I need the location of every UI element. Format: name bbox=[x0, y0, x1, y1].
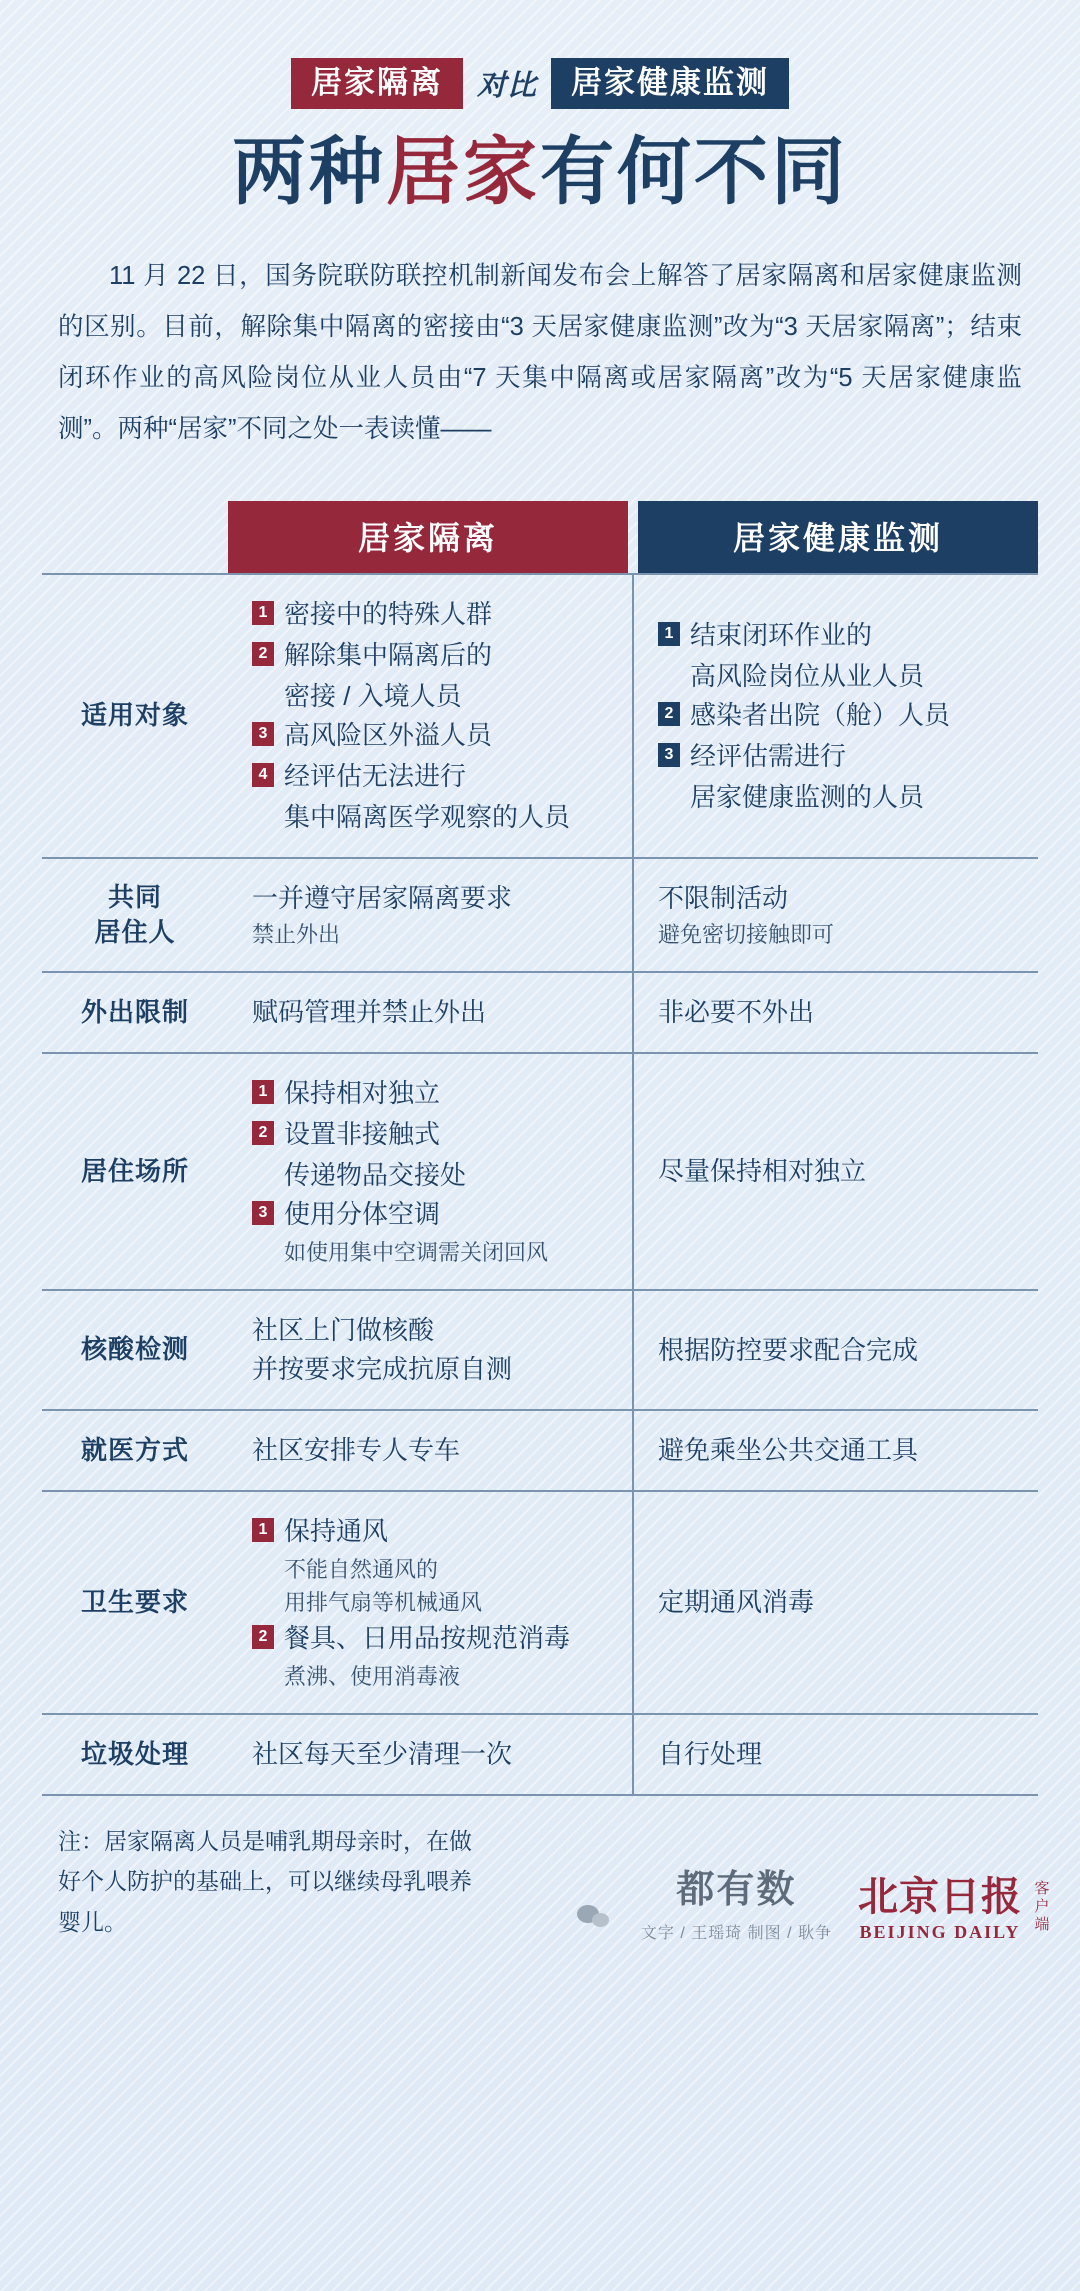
item-text: 保持相对独立 bbox=[284, 1078, 441, 1108]
list-item bbox=[658, 616, 1024, 655]
item-number: 2 bbox=[252, 1625, 274, 1649]
column-header-left: 居家隔离 bbox=[228, 501, 628, 573]
item-text-cont: 传递物品交接处 bbox=[284, 1160, 467, 1190]
table-row bbox=[42, 1492, 1038, 1715]
row-label-line2: 居住人 bbox=[94, 917, 176, 947]
tag-home-health-monitoring: 居家健康监测 bbox=[551, 58, 789, 109]
row-label: 外出限制 bbox=[80, 996, 189, 1027]
cell-main-text: 一并遵守居家隔离要求 bbox=[252, 883, 513, 913]
cell-main-text: 尽量保持相对独立 bbox=[658, 1156, 867, 1186]
table-rows bbox=[42, 573, 1038, 1796]
item-text-cont: 居家健康监测的人员 bbox=[690, 781, 925, 812]
cell-main-text-2: 并按要求完成抗原自测 bbox=[252, 1354, 513, 1384]
cell-sub-text: 如使用集中空调需关闭回风 bbox=[284, 1240, 549, 1265]
brand-name-cn: 北京日报 bbox=[858, 1873, 1022, 1919]
row-cell-left bbox=[228, 575, 634, 857]
item-text: 解除集中隔离后的 bbox=[284, 640, 493, 670]
row-cell-right bbox=[634, 575, 1038, 857]
list-item bbox=[252, 636, 618, 675]
item-number: 1 bbox=[252, 1518, 274, 1542]
item-number: 1 bbox=[252, 1080, 274, 1104]
cell-main-text: 非必要不外出 bbox=[658, 997, 815, 1027]
item-number: 3 bbox=[252, 722, 274, 746]
title-part2: 有何不同 bbox=[540, 130, 848, 213]
comparison-table bbox=[42, 501, 1038, 1796]
item-text: 经评估需进行 bbox=[690, 740, 847, 771]
list-item bbox=[252, 1074, 618, 1113]
brand-suffix: 客户端 bbox=[1034, 1879, 1050, 1933]
row-cell-right bbox=[634, 1411, 1038, 1490]
row-label: 适用对象 bbox=[80, 700, 189, 731]
cell-main-text: 社区每天至少清理一次 bbox=[252, 1739, 513, 1769]
column-header-right: 居家健康监测 bbox=[638, 501, 1038, 573]
cell-main-text: 定期通风消毒 bbox=[658, 1587, 815, 1617]
row-label: 就医方式 bbox=[80, 1434, 189, 1465]
list-item bbox=[658, 737, 1024, 776]
item-text: 感染者出院（舱）人员 bbox=[690, 699, 951, 730]
item-number: 2 bbox=[252, 642, 274, 666]
item-text: 餐具、日用品按规范消毒 bbox=[284, 1623, 571, 1653]
brand-name-en: BEIJING DAILY bbox=[859, 1921, 1021, 1942]
cell-main-text: 赋码管理并禁止外出 bbox=[252, 997, 487, 1027]
row-cell-right bbox=[634, 1492, 1038, 1713]
item-number: 2 bbox=[252, 1121, 274, 1145]
row-cell-left bbox=[228, 1411, 634, 1490]
row-label: 居住场所 bbox=[80, 1155, 189, 1186]
list-item bbox=[252, 716, 618, 755]
intro-paragraph: 11 月 22 日，国务院联防联控机制新闻发布会上解答了居家隔离和居家健康监测的区别。目前，解除集中隔离的密接由“3 天居家健康监测”改为“3 天居家隔离”；结束闭环作业的高风险岗位从业人员由“7 天集中隔离或居家隔离”改为“5 天居家健康监测”。两种“居家”不同之处一表读懂—— bbox=[58, 262, 1022, 443]
row-cell-right bbox=[634, 973, 1038, 1052]
row-cell-right bbox=[634, 859, 1038, 971]
row-label: 卫生要求 bbox=[80, 1586, 189, 1617]
brand-logo-text: 都有数 bbox=[676, 1868, 797, 1911]
table-row bbox=[42, 1291, 1038, 1411]
cell-main-text: 社区上门做核酸 bbox=[252, 1315, 435, 1345]
list-item bbox=[658, 696, 1024, 735]
row-label-line1: 共同 bbox=[107, 881, 162, 912]
footnote: 注：居家隔离人员是哺乳期母亲时，在做好个人防护的基础上，可以继续母乳喂养婴儿。 bbox=[58, 1829, 472, 1935]
item-number: 3 bbox=[252, 1201, 274, 1225]
table-row bbox=[42, 1054, 1038, 1291]
list-item bbox=[252, 1619, 618, 1658]
item-text-cont: 密接 / 入境人员 bbox=[284, 681, 462, 711]
column-headers bbox=[228, 501, 1038, 573]
row-cell-right bbox=[634, 1054, 1038, 1289]
brand-area bbox=[577, 1868, 1050, 1943]
item-text: 密接中的特殊人群 bbox=[284, 599, 493, 629]
list-item bbox=[252, 757, 618, 796]
tagline bbox=[0, 58, 1080, 109]
row-cell-left bbox=[228, 1492, 634, 1713]
row-cell-right bbox=[634, 1715, 1038, 1794]
table-row bbox=[42, 859, 1038, 973]
item-text: 高风险区外溢人员 bbox=[284, 720, 493, 750]
tag-versus: 对比 bbox=[476, 70, 537, 102]
item-number: 1 bbox=[658, 622, 680, 646]
item-number: 1 bbox=[252, 601, 274, 625]
row-cell-left bbox=[228, 859, 634, 971]
title-highlight: 居家 bbox=[386, 130, 540, 213]
row-label: 垃圾处理 bbox=[80, 1738, 189, 1769]
wechat-icon bbox=[577, 1903, 611, 1931]
item-number: 2 bbox=[658, 702, 680, 726]
list-item bbox=[252, 595, 618, 634]
item-sub-text: 用排气扇等机械通风 bbox=[284, 1590, 483, 1615]
row-cell-left bbox=[228, 1291, 634, 1409]
footer bbox=[58, 1822, 1050, 1943]
item-text: 设置非接触式 bbox=[284, 1119, 441, 1149]
credit-line: 文字 / 王瑶琦 制图 / 耿争 bbox=[640, 1924, 832, 1942]
brand-douyoushu bbox=[641, 1870, 832, 1943]
row-cell-left bbox=[228, 973, 634, 1052]
row-cell-left bbox=[228, 1054, 634, 1289]
row-label bbox=[42, 859, 228, 971]
list-item bbox=[252, 1195, 618, 1234]
table-row bbox=[42, 1411, 1038, 1492]
table-row bbox=[42, 1715, 1038, 1796]
cell-main-text: 社区安排专人专车 bbox=[252, 1435, 461, 1465]
row-cell-right bbox=[634, 1291, 1038, 1409]
cell-sub-text: 禁止外出 bbox=[252, 922, 341, 947]
item-text: 经评估无法进行 bbox=[284, 761, 467, 791]
cell-sub-text: 避免密切接触即可 bbox=[658, 922, 835, 947]
table-row bbox=[42, 973, 1038, 1054]
header bbox=[0, 0, 1080, 213]
item-number: 3 bbox=[658, 743, 680, 767]
item-text-cont: 集中隔离医学观察的人员 bbox=[284, 802, 571, 832]
row-cell-left bbox=[228, 1715, 634, 1794]
list-item bbox=[252, 1115, 618, 1154]
cell-main-text: 不限制活动 bbox=[658, 883, 789, 913]
item-text: 使用分体空调 bbox=[284, 1199, 441, 1229]
cell-main-text: 根据防控要求配合完成 bbox=[658, 1334, 919, 1365]
cell-main-text: 避免乘坐公共交通工具 bbox=[658, 1435, 919, 1465]
brand-beijing-daily bbox=[858, 1873, 1050, 1943]
item-number: 4 bbox=[252, 763, 274, 787]
cell-main-text: 自行处理 bbox=[658, 1739, 763, 1769]
item-sub-text: 不能自然通风的 bbox=[284, 1557, 439, 1582]
tag-home-isolation: 居家隔离 bbox=[291, 58, 463, 109]
table-row bbox=[42, 573, 1038, 859]
title-part1: 两种 bbox=[232, 130, 386, 213]
row-label: 核酸检测 bbox=[80, 1334, 189, 1365]
item-text: 结束闭环作业的 bbox=[690, 619, 873, 650]
item-text-cont: 高风险岗位从业人员 bbox=[690, 660, 925, 691]
page-title bbox=[0, 130, 1080, 213]
list-item bbox=[252, 1512, 618, 1551]
item-sub-text: 煮沸、使用消毒液 bbox=[284, 1664, 461, 1689]
item-text: 保持通风 bbox=[284, 1516, 389, 1546]
